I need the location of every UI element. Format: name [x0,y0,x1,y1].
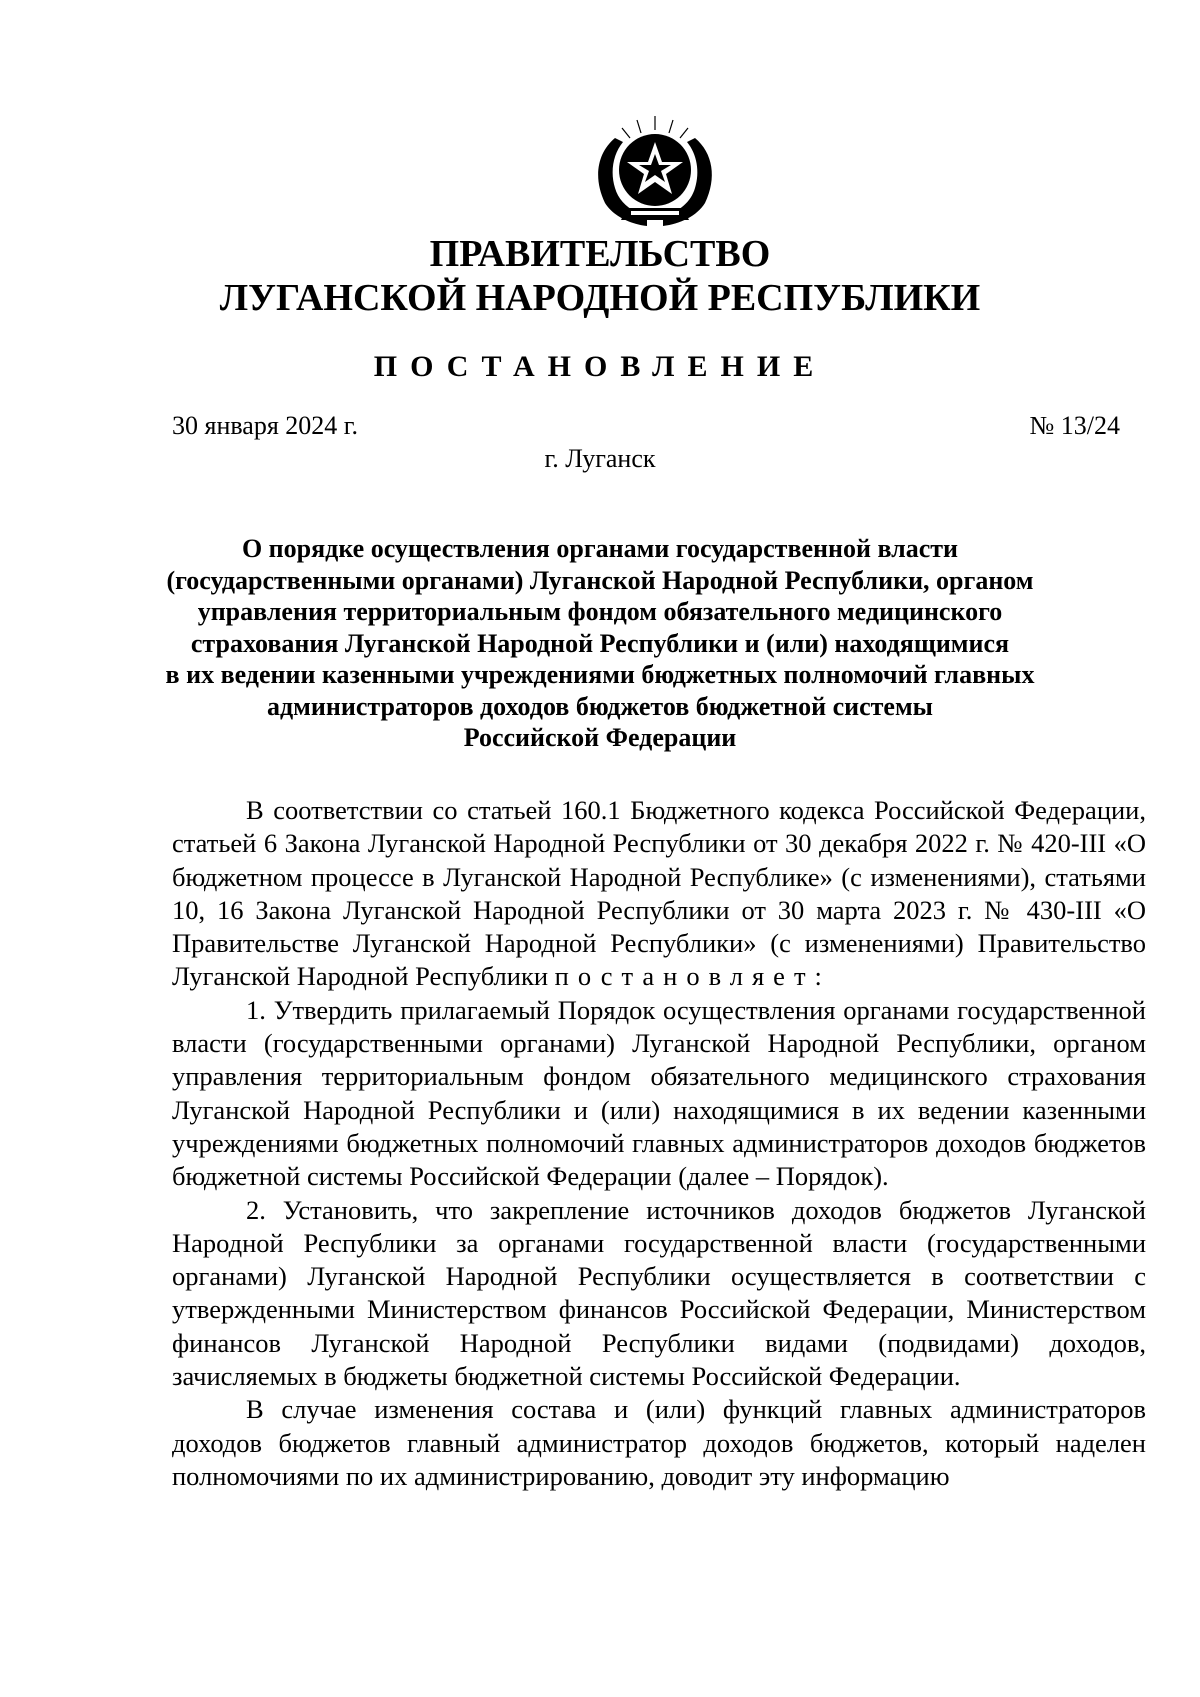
document-title-line: страхования Луганской Народной Республики и (или) находящимися [190,628,1010,658]
document-title-line: в их ведении казенными учреждениями бюджетных полномочий главных [165,660,1035,689]
document-title [150,533,1050,754]
document-number: № 13/24 [1029,411,1120,440]
document-title-line: Российской Федерации [463,723,737,752]
item-1-paragraph: 1. Утвердить прилагаемый Порядок осуществления органами государственной власти (государственными органами) Луганской Народной Республики, органом управления территориальным фондом обязательного медицинского страхования Луганской Народной Республики и (или) находящимися в их ведении казенными учреждениями бюджетных полномочий главных администраторов доходов бюджетов бюджетной системы Российской Федерации (далее – Порядок). [172,994,1146,1192]
document-city: г. Луганск [544,444,656,473]
item-2-paragraph: 2. Установить, что закрепление источников доходов бюджетов Луганской Народной Республики за органами государственной власти (государственными органами) Луганской Народной Республики осуществляется в соответствии с утвержденными Министерством финансов Российской Федерации, Министерством финансов Луганской Народной Республики видами (подвидами) доходов, зачисляемых в бюджеты бюджетной системы Российской Федерации. [172,1194,1146,1392]
document-title-line: администраторов доходов бюджетов бюджетной системы [267,691,933,721]
item-2-continuation-paragraph: В случае изменения состава и (или) функций главных администраторов доходов бюджетов главный администратор доходов бюджетов, который наделен полномочиями по их администрированию, доводит эту информацию [172,1394,1146,1491]
government-title-line2: ЛУГАНСКОЙ НАРОДНОЙ РЕСПУБЛИКИ [219,277,981,319]
resolves-text: постановляет: [554,961,831,992]
coat-of-arms-icon [575,108,735,233]
document-title-line: (государственными органами) Луганской Народной Республики, органом [166,565,1034,595]
government-title-line1: ПРАВИТЕЛЬСТВО [429,233,771,275]
document-title-line: О порядке осуществления органами государственной власти [241,534,959,563]
document-body [172,794,1146,1493]
document-type: ПОСТАНОВЛЕНИЕ [373,350,827,383]
document-title-line: управления территориальным фондом обязательного медицинского [197,597,1003,626]
document-date: 30 января 2024 г. [172,411,359,440]
preamble-paragraph [172,794,1146,994]
preamble-text: В соответствии со статьей 160.1 Бюджетного кодекса Российской Федерации, статьей 6 Закона Луганской Народной Республики от 30 декабря 2022 г. № 420-III «О бюджетном процессе в Луганской Народной Республике» (с изменениями), статьями 10, 16 Закона Луганской Народной Республики от 30 марта 2023 г. № 430-III «О Правительстве Луганской Народной Республики» (с изменениями) Правительство Луганской Народной Республики [172,795,1146,992]
government-title [0,232,1200,320]
